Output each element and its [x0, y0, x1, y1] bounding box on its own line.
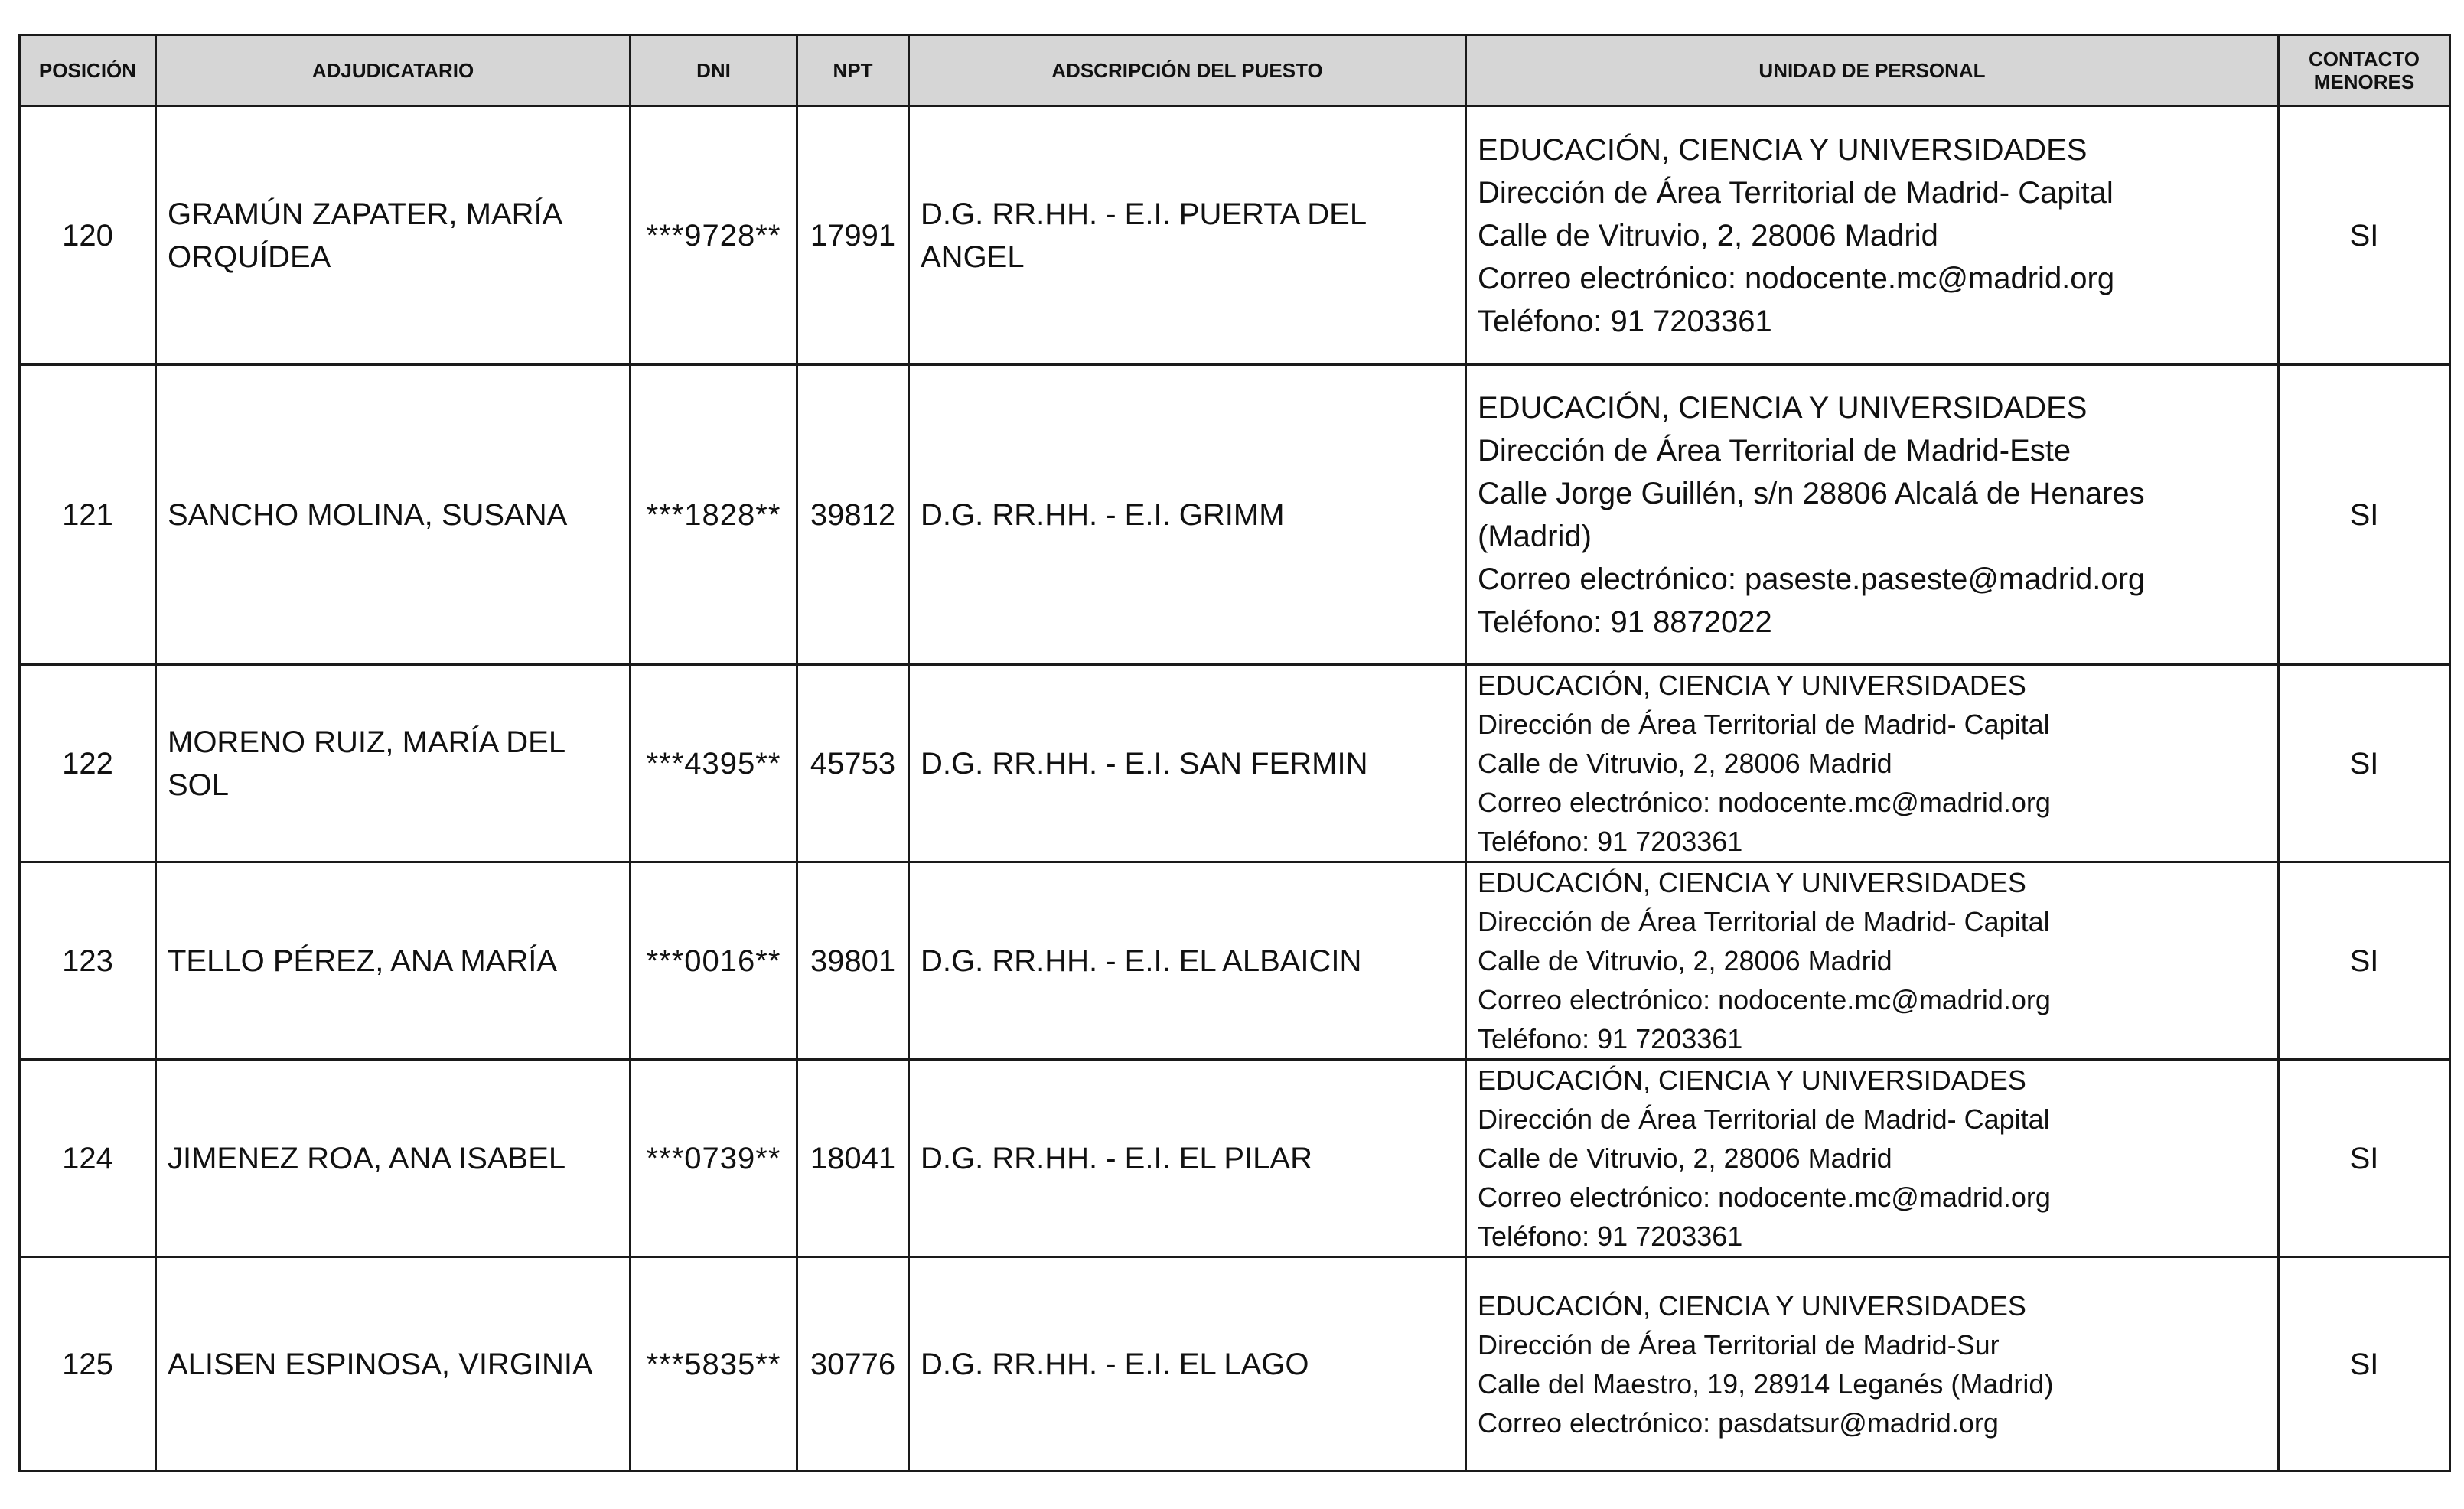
table-row — [20, 106, 2450, 365]
cell-posicion: 121 — [20, 365, 156, 665]
cell-dni: ***1828** — [631, 365, 797, 665]
cell-dni: ***0739** — [631, 1060, 797, 1257]
table-row — [20, 862, 2450, 1060]
cell-npt: 30776 — [797, 1257, 909, 1472]
header-adjudicatario: ADJUDICATARIO — [156, 35, 631, 106]
cell-npt: 17991 — [797, 106, 909, 365]
table-row — [20, 665, 2450, 862]
cell-adscripcion: D.G. RR.HH. - E.I. EL LAGO — [909, 1257, 1466, 1472]
cell-unidad: EDUCACIÓN, CIENCIA Y UNIVERSIDADES Dirección de Área Territorial de Madrid- Capital Calle de Vitruvio, 2, 28006 Madrid Correo electrónico: nodocente.mc@madrid.org Teléfono: 91 7203361 — [1466, 862, 2279, 1060]
cell-adscripcion: D.G. RR.HH. - E.I. PUERTA DEL ANGEL — [909, 106, 1466, 365]
table-row — [20, 365, 2450, 665]
cell-contacto: SI — [2279, 1257, 2450, 1472]
header-posicion: POSICIÓN — [20, 35, 156, 106]
cell-contacto: SI — [2279, 862, 2450, 1060]
cell-dni: ***9728** — [631, 106, 797, 365]
table-header-row — [20, 35, 2450, 106]
header-dni: DNI — [631, 35, 797, 106]
cell-adjudicatario: ALISEN ESPINOSA, VIRGINIA — [156, 1257, 631, 1472]
cell-unidad: EDUCACIÓN, CIENCIA Y UNIVERSIDADES Dirección de Área Territorial de Madrid- Capital Calle de Vitruvio, 2, 28006 Madrid Correo electrónico: nodocente.mc@madrid.org Teléfono: 91 7203361 — [1466, 1060, 2279, 1257]
table-row — [20, 1257, 2450, 1472]
table-row — [20, 1060, 2450, 1257]
header-npt: NPT — [797, 35, 909, 106]
header-adscripcion: ADSCRIPCIÓN DEL PUESTO — [909, 35, 1466, 106]
cell-unidad: EDUCACIÓN, CIENCIA Y UNIVERSIDADES Dirección de Área Territorial de Madrid- Capital Calle de Vitruvio, 2, 28006 Madrid Correo electrónico: nodocente.mc@madrid.org Teléfono: 91 7203361 — [1466, 665, 2279, 862]
adjudication-table — [18, 34, 2451, 1472]
header-contacto: CONTACTO MENORES — [2279, 35, 2450, 106]
cell-unidad: EDUCACIÓN, CIENCIA Y UNIVERSIDADES Dirección de Área Territorial de Madrid-Sur Calle del Maestro, 19, 28914 Leganés (Madrid) Correo electrónico: pasdatsur@madrid.org — [1466, 1257, 2279, 1472]
cell-adscripcion: D.G. RR.HH. - E.I. SAN FERMIN — [909, 665, 1466, 862]
cell-dni: ***4395** — [631, 665, 797, 862]
cell-posicion: 120 — [20, 106, 156, 365]
cell-posicion: 124 — [20, 1060, 156, 1257]
cell-adscripcion: D.G. RR.HH. - E.I. GRIMM — [909, 365, 1466, 665]
cell-adjudicatario: JIMENEZ ROA, ANA ISABEL — [156, 1060, 631, 1257]
cell-adjudicatario: GRAMÚN ZAPATER, MARÍA ORQUÍDEA — [156, 106, 631, 365]
cell-contacto: SI — [2279, 106, 2450, 365]
cell-posicion: 123 — [20, 862, 156, 1060]
cell-npt: 39812 — [797, 365, 909, 665]
cell-npt: 45753 — [797, 665, 909, 862]
cell-unidad: EDUCACIÓN, CIENCIA Y UNIVERSIDADES Dirección de Área Territorial de Madrid- Capital Calle de Vitruvio, 2, 28006 Madrid Correo electrónico: nodocente.mc@madrid.org Teléfono: 91 7203361 — [1466, 106, 2279, 365]
cell-adscripcion: D.G. RR.HH. - E.I. EL ALBAICIN — [909, 862, 1466, 1060]
cell-unidad: EDUCACIÓN, CIENCIA Y UNIVERSIDADES Dirección de Área Territorial de Madrid-Este Calle Jorge Guillén, s/n 28806 Alcalá de Henares (Madrid) Correo electrónico: paseste.paseste@madrid.org Teléfono: 91 8872022 — [1466, 365, 2279, 665]
cell-contacto: SI — [2279, 665, 2450, 862]
cell-adjudicatario: TELLO PÉREZ, ANA MARÍA — [156, 862, 631, 1060]
cell-dni: ***0016** — [631, 862, 797, 1060]
header-unidad: UNIDAD DE PERSONAL — [1466, 35, 2279, 106]
cell-npt: 18041 — [797, 1060, 909, 1257]
cell-adjudicatario: MORENO RUIZ, MARÍA DEL SOL — [156, 665, 631, 862]
cell-contacto: SI — [2279, 1060, 2450, 1257]
cell-adscripcion: D.G. RR.HH. - E.I. EL PILAR — [909, 1060, 1466, 1257]
cell-contacto: SI — [2279, 365, 2450, 665]
cell-posicion: 125 — [20, 1257, 156, 1472]
cell-npt: 39801 — [797, 862, 909, 1060]
cell-adjudicatario: SANCHO MOLINA, SUSANA — [156, 365, 631, 665]
cell-dni: ***5835** — [631, 1257, 797, 1472]
cell-posicion: 122 — [20, 665, 156, 862]
